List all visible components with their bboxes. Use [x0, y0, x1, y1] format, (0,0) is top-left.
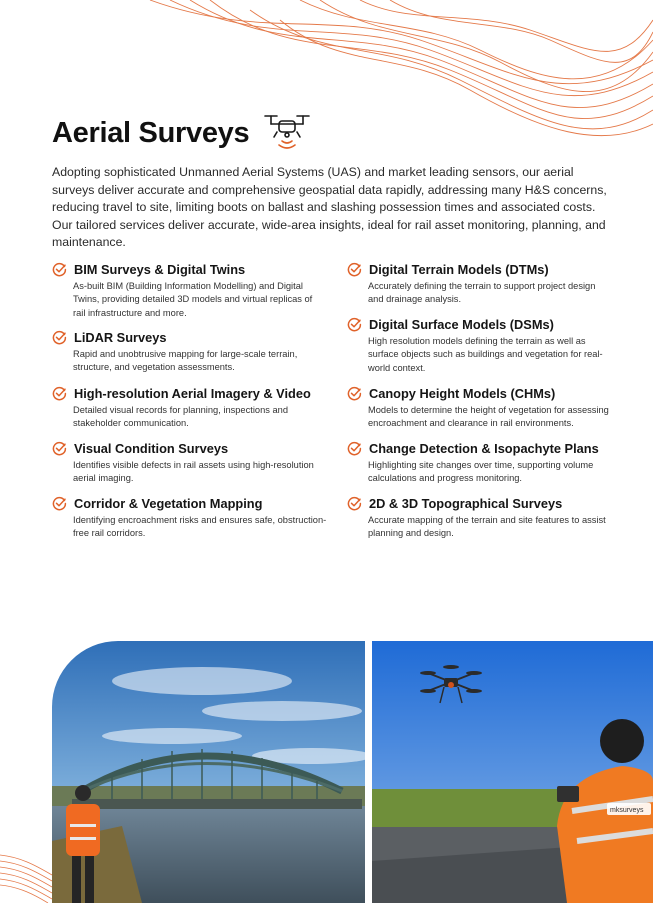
service-description: High resolution models defining the terrain as well as surface objects such as buildings and vegetation for real-world context.	[368, 336, 603, 373]
drone-icon	[263, 112, 311, 154]
service-item	[347, 441, 612, 486]
check-circle-icon	[52, 386, 67, 401]
service-item	[347, 386, 612, 431]
service-item	[347, 262, 612, 307]
vest-logo-text: mksurveys	[610, 807, 644, 814]
service-item	[52, 330, 327, 375]
check-circle-icon	[347, 317, 362, 332]
service-description: Identifies visible defects in rail assets using high-resolution aerial imaging.	[73, 460, 314, 484]
check-circle-icon	[347, 441, 362, 456]
photo-drone-flight	[372, 641, 653, 903]
service-title: High-resolution Aerial Imagery & Video	[74, 386, 311, 401]
check-circle-icon	[347, 262, 362, 277]
photo-bridge-survey	[52, 641, 365, 903]
service-title: Change Detection & Isopachyte Plans	[369, 441, 599, 456]
service-title: 2D & 3D Topographical Surveys	[369, 496, 563, 511]
service-item	[52, 262, 327, 320]
check-circle-icon	[52, 262, 67, 277]
service-description: Rapid and unobtrusive mapping for large-scale terrain, structure, and vegetation assessments.	[73, 349, 298, 373]
service-item	[52, 441, 327, 486]
service-title: BIM Surveys & Digital Twins	[74, 262, 246, 277]
service-title: Digital Terrain Models (DTMs)	[369, 262, 549, 277]
service-description: Highlighting site changes over time, supporting volume calculations and progress monitoring.	[368, 460, 594, 484]
page-title: Aerial Surveys	[52, 116, 250, 149]
service-item	[347, 317, 612, 375]
service-description: Accurate mapping of the terrain and site features to assist planning and design.	[368, 515, 606, 539]
service-description: Detailed visual records for planning, inspections and stakeholder communication.	[73, 405, 288, 429]
check-circle-icon	[52, 496, 67, 511]
service-title: LiDAR Surveys	[74, 330, 167, 345]
service-description: Models to determine the height of vegetation for assessing encroachment and clearance in rail environments.	[368, 405, 609, 429]
service-title: Visual Condition Surveys	[74, 441, 229, 456]
service-item	[347, 496, 612, 541]
title-row	[52, 112, 311, 154]
service-item	[52, 386, 327, 431]
service-title: Corridor & Vegetation Mapping	[74, 496, 263, 511]
service-item	[52, 496, 327, 541]
check-circle-icon	[52, 441, 67, 456]
intro-paragraph: Adopting sophisticated Unmanned Aerial Systems (UAS) and market leading sensors, our aerial surveys deliver accurate and comprehensive geospatial data rapidly, addressing many H&S concerns, reducing travel to site, limiting boots on ballast and slashing possession times and associated costs. Our tailored services deliver accurate, wide-area insights, ideal for rail asset monitoring, planning, and maintenance.	[52, 165, 607, 249]
service-description: As-built BIM (Building Information Modelling) and Digital Twins, providing detailed 3D models and virtual replicas of rail infrastructure and more.	[73, 281, 313, 318]
service-description: Identifying encroachment risks and ensures safe, obstruction-free rail corridors.	[73, 515, 327, 539]
service-title: Canopy Height Models (CHMs)	[369, 386, 556, 401]
service-title: Digital Surface Models (DSMs)	[369, 317, 554, 332]
check-circle-icon	[347, 386, 362, 401]
decorative-wave-lines-bottom	[0, 845, 60, 903]
service-description: Accurately defining the terrain to support project design and drainage analysis.	[368, 281, 596, 305]
check-circle-icon	[52, 330, 67, 345]
check-circle-icon	[347, 496, 362, 511]
